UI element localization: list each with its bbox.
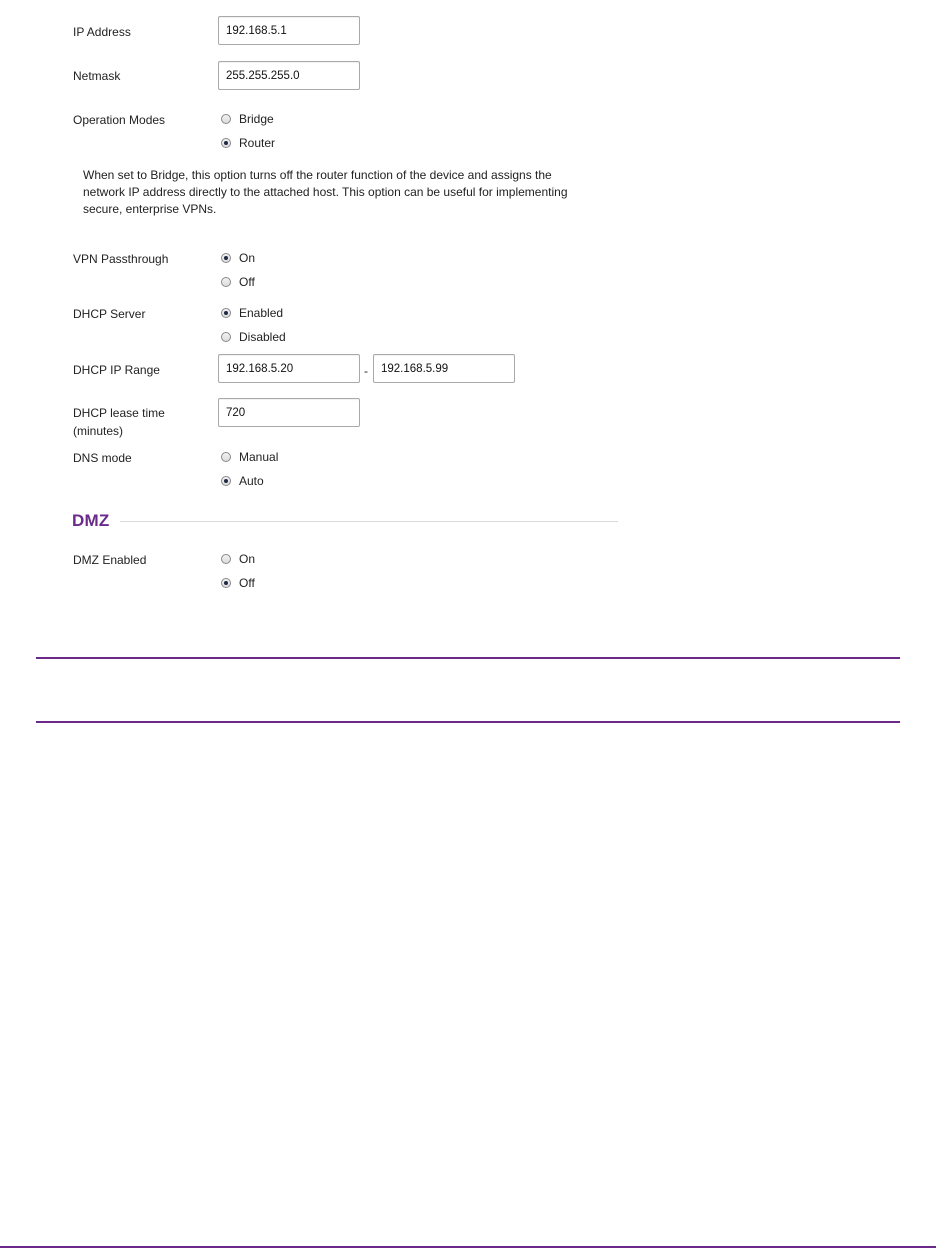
radio-checked-icon <box>221 578 231 588</box>
netmask-label: Netmask <box>73 69 121 83</box>
radio-unchecked-icon <box>221 452 231 462</box>
radio-label: Off <box>239 275 255 289</box>
dns-mode-label: DNS mode <box>73 451 132 465</box>
radio-unchecked-icon <box>221 554 231 564</box>
radio-label: Router <box>239 136 276 150</box>
footer-divider-bottom <box>36 721 900 723</box>
operation-mode-bridge-radio[interactable] <box>221 111 274 127</box>
radio-checked-icon <box>221 308 231 318</box>
dhcp-server-enabled-radio[interactable] <box>221 305 283 321</box>
dhcp-server-label: DHCP Server <box>73 307 146 321</box>
radio-unchecked-icon <box>221 277 231 287</box>
dhcp-lease-time-unit-label: (minutes) <box>73 424 124 438</box>
operation-modes-description: When set to Bridge, this option turns off the router function of the device and assigns the network IP address directly to the attached host. This option can be useful for implementing secure, enterprise VPNs. <box>83 168 568 216</box>
dmz-section-title: DMZ <box>72 511 110 530</box>
ip-address-label: IP Address <box>73 25 131 39</box>
radio-checked-icon <box>221 476 231 486</box>
radio-label: On <box>239 251 256 265</box>
dhcp-ip-range-label: DHCP IP Range <box>73 363 160 377</box>
page-bottom-divider <box>0 1246 936 1248</box>
vpn-passthrough-label: VPN Passthrough <box>73 252 169 266</box>
radio-label: On <box>239 552 256 566</box>
dmz-off-radio[interactable] <box>221 575 255 591</box>
dmz-enabled-label: DMZ Enabled <box>73 553 147 567</box>
radio-label: Auto <box>239 474 264 488</box>
dns-mode-auto-radio[interactable] <box>221 473 264 489</box>
netmask-input[interactable] <box>218 61 360 90</box>
section-divider <box>120 521 618 522</box>
radio-label: Off <box>239 576 255 590</box>
dhcp-range-start-input[interactable] <box>218 354 360 383</box>
dhcp-server-disabled-radio[interactable] <box>221 329 286 345</box>
radio-label: Disabled <box>239 330 286 344</box>
ip-address-input[interactable] <box>218 16 360 45</box>
radio-checked-icon <box>221 253 231 263</box>
dhcp-range-end-input[interactable] <box>373 354 515 383</box>
radio-checked-icon <box>221 138 231 148</box>
operation-modes-label: Operation Modes <box>73 113 166 127</box>
dhcp-lease-time-label: DHCP lease time <box>73 406 165 420</box>
radio-label: Bridge <box>239 112 274 126</box>
dns-mode-manual-radio[interactable] <box>221 449 278 465</box>
operation-mode-router-radio[interactable] <box>221 135 275 151</box>
dmz-on-radio[interactable] <box>221 551 255 567</box>
range-separator: - <box>364 364 368 378</box>
radio-label: Enabled <box>239 306 284 320</box>
radio-label: Manual <box>239 450 279 464</box>
dhcp-lease-time-input[interactable] <box>218 398 360 427</box>
vpn-passthrough-off-radio[interactable] <box>221 274 255 290</box>
vpn-passthrough-on-radio[interactable] <box>221 250 255 266</box>
footer-divider-top <box>36 657 900 659</box>
radio-unchecked-icon <box>221 332 231 342</box>
radio-unchecked-icon <box>221 114 231 124</box>
